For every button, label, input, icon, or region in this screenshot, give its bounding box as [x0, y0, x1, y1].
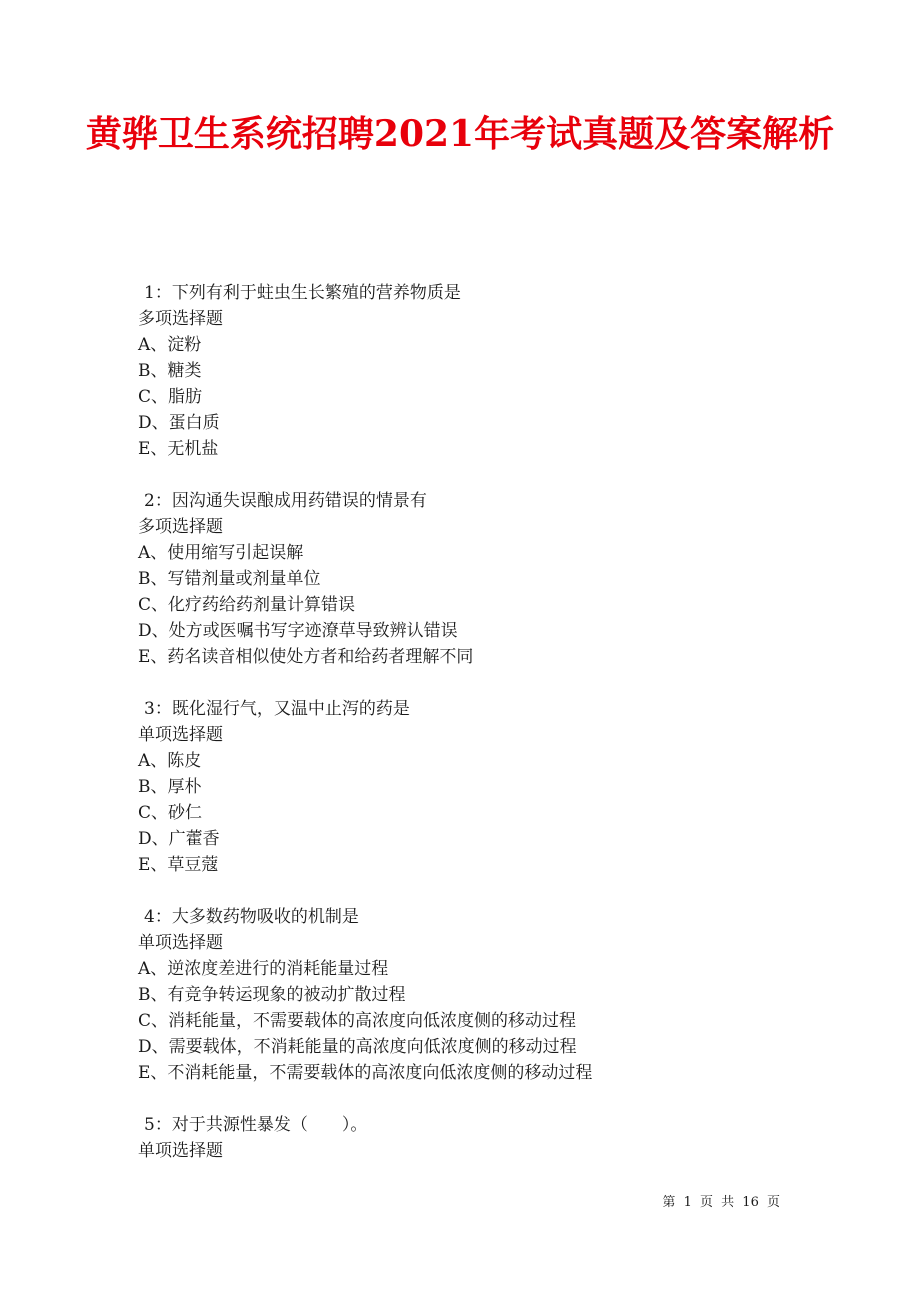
question-stem: 5：对于共源性暴发（ ）。 — [144, 1115, 368, 1135]
option-e: E、无机盐 — [138, 439, 219, 459]
option-d: D、蛋白质 — [138, 413, 220, 433]
question-5 — [138, 1112, 818, 1164]
option-c: C、化疗药给药剂量计算错误 — [138, 595, 356, 615]
question-stem: 1：下列有利于蛀虫生长繁殖的营养物质是 — [144, 283, 461, 303]
question-type: 多项选择题 — [138, 309, 223, 329]
page-footer — [600, 1194, 780, 1212]
total-label: 共 — [721, 1195, 735, 1210]
option-e: E、草豆蔻 — [138, 855, 219, 875]
option-d: D、处方或医嘱书写字迹潦草导致辨认错误 — [138, 621, 458, 641]
option-a: A、陈皮 — [138, 751, 202, 771]
option-b: B、有竞争转运现象的被动扩散过程 — [138, 985, 406, 1005]
option-c: C、消耗能量，不需要载体的高浓度向低浓度侧的移动过程 — [138, 1011, 577, 1031]
option-e: E、药名读音相似使处方者和给药者理解不同 — [138, 647, 474, 667]
question-stem: 2：因沟通失误酿成用药错误的情景有 — [144, 491, 427, 511]
question-type: 单项选择题 — [138, 725, 223, 745]
question-stem: 4：大多数药物吸收的机制是 — [144, 907, 359, 927]
page-label: 第 — [662, 1195, 676, 1210]
option-c: C、脂肪 — [138, 387, 203, 407]
option-b: B、写错剂量或剂量单位 — [138, 569, 321, 589]
option-c: C、砂仁 — [138, 803, 203, 823]
option-a: A、淀粉 — [138, 335, 202, 355]
question-type: 单项选择题 — [138, 1141, 223, 1161]
current-page-number: 1 — [683, 1195, 692, 1210]
question-type: 单项选择题 — [138, 933, 223, 953]
page-title: 黄骅卫生系统招聘2021年考试真题及答案解析 — [85, 113, 835, 155]
page-unit: 页 — [699, 1195, 713, 1210]
question-list — [138, 280, 818, 1190]
question-2 — [138, 488, 818, 670]
option-e: E、不消耗能量，不需要载体的高浓度向低浓度侧的移动过程 — [138, 1063, 593, 1083]
total-pages-number: 16 — [742, 1195, 759, 1210]
option-d: D、广藿香 — [138, 829, 220, 849]
question-3 — [138, 696, 818, 878]
option-a: A、使用缩写引起误解 — [138, 543, 304, 563]
question-type: 多项选择题 — [138, 517, 223, 537]
question-1 — [138, 280, 818, 462]
total-unit: 页 — [766, 1195, 780, 1210]
option-a: A、逆浓度差进行的消耗能量过程 — [138, 959, 389, 979]
option-b: B、厚朴 — [138, 777, 202, 797]
option-d: D、需要载体，不消耗能量的高浓度向低浓度侧的移动过程 — [138, 1037, 577, 1057]
question-stem: 3：既化湿行气，又温中止泻的药是 — [144, 699, 410, 719]
option-b: B、糖类 — [138, 361, 202, 381]
question-4 — [138, 904, 818, 1086]
